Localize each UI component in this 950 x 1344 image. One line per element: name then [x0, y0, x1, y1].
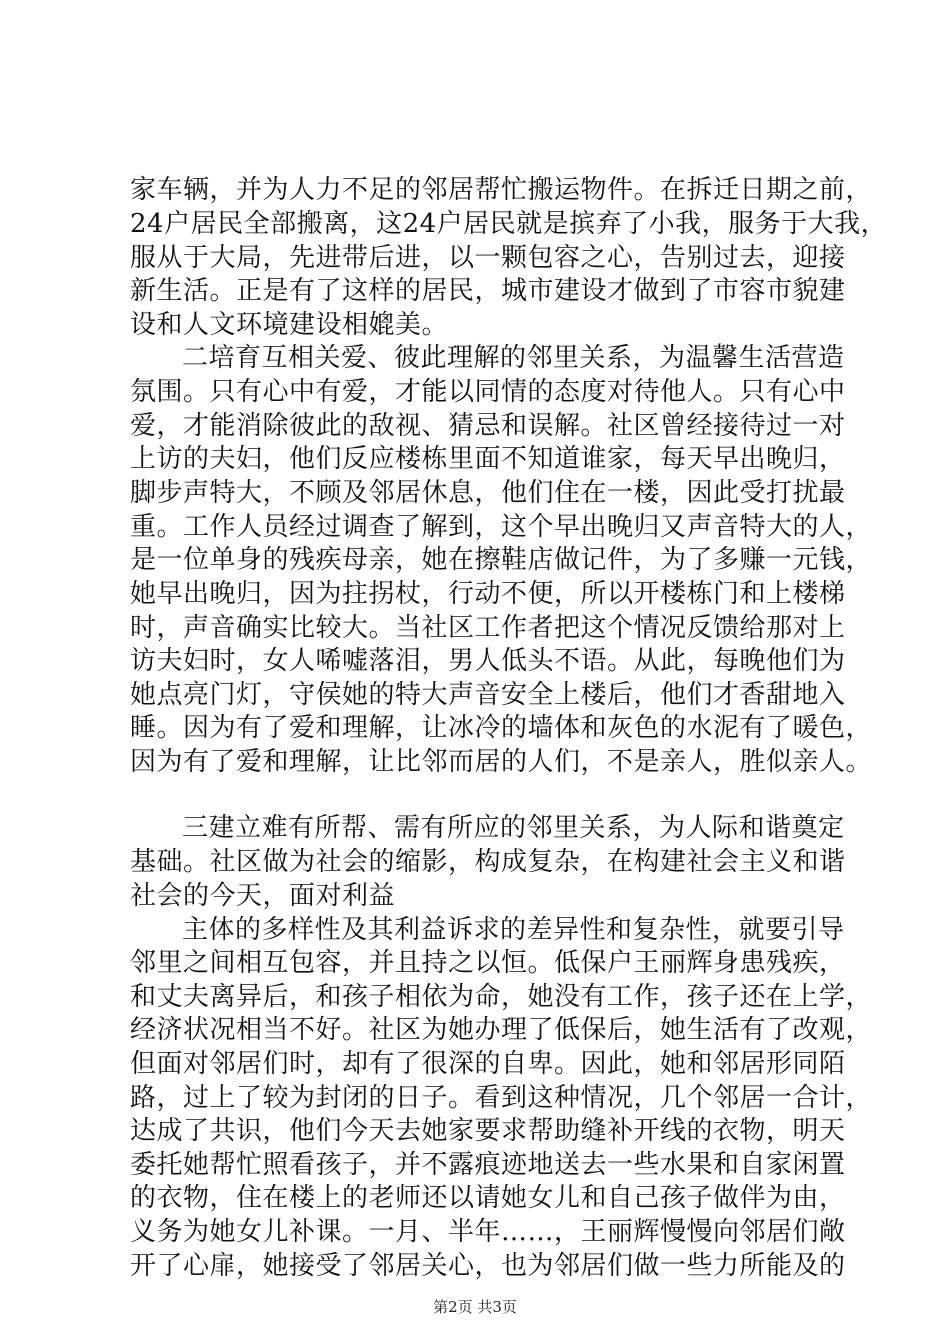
page-footer: 第2页 共3页 — [433, 1298, 517, 1316]
paragraph-1-line-4: 新生活。正是有了这样的居民，城市建设才做到了市容市貌建 — [130, 276, 846, 306]
paragraph-2-line-4: 上访的夫妇，他们反应楼栋里面不知道谁家，每天早出晚归， — [130, 444, 846, 474]
paragraph-4-line-8: 委托她帮忙照看孩子，并不露痕迹地送去一些水果和自家闲置 — [130, 1150, 846, 1180]
paragraph-3-line-1: 三建立难有所帮、需有所应的邻里关系，为人际和谐奠定 — [182, 813, 845, 843]
paragraph-2-line-1: 二培育互相关爱、彼此理解的邻里关系，为温馨生活营造 — [182, 343, 845, 373]
paragraph-2-line-9: 时，声音确实比较大。当社区工作者把这个情况反馈给那对上 — [130, 613, 846, 643]
paragraph-3-line-2: 基础。社区做为社会的缩影，构成复杂，在构建社会主义和谐 — [130, 847, 846, 877]
paragraph-4-line-7: 达成了共识，他们今天去她家要求帮助缝补开线的衣物，明天 — [130, 1116, 846, 1146]
paragraph-2-line-5: 脚步声特大，不顾及邻居休息，他们住在一楼，因此受打扰最 — [130, 478, 846, 508]
paragraph-1-line-1: 家车辆，并为人力不足的邻居帮忙搬运物件。在拆迁日期之前， — [130, 175, 873, 205]
paragraph-2-line-8: 她早出晚归，因为拄拐杖，行动不便，所以开楼栋门和上楼梯 — [130, 579, 846, 609]
paragraph-4-line-2: 邻里之间相互包容，并且持之以恒。低保户王丽辉身患残疾， — [130, 948, 846, 978]
paragraph-3-line-3: 社会的今天，面对利益 — [130, 881, 396, 911]
paragraph-4-line-9: 的衣物，住在楼上的老师还以请她女儿和自己孩子做伴为由， — [130, 1183, 846, 1213]
paragraph-2-line-10: 访夫妇时，女人唏嘘落泪，男人低头不语。从此，每晚他们为 — [130, 646, 846, 676]
paragraph-4-line-11: 开了心扉，她接受了邻居关心，也为邻居们做一些力所能及的 — [130, 1251, 846, 1281]
paragraph-2-line-6: 重。工作人员经过调查了解到，这个早出晚归又声音特大的人， — [130, 512, 873, 542]
paragraph-2-line-12: 睡。因为有了爱和理解，让冰冷的墙体和灰色的水泥有了暖色， — [130, 713, 873, 743]
paragraph-4-line-1: 主体的多样性及其利益诉求的差异性和复杂性，就要引导 — [182, 915, 845, 945]
paragraph-2-line-11: 她点亮门灯，守侯她的特大声音安全上楼后，他们才香甜地入 — [130, 680, 846, 710]
paragraph-4-line-10: 义务为她女儿补课。一月、半年……，王丽辉慢慢向邻居们敞 — [130, 1217, 846, 1247]
paragraph-4-line-4: 经济状况相当不好。社区为她办理了低保后，她生活有了改观， — [130, 1015, 873, 1045]
paragraph-1-line-2: 24户居民全部搬离，这24户居民就是摈弃了小我，服务于大我， — [130, 209, 888, 239]
paragraph-2-line-2: 氛围。只有心中有爱，才能以同情的态度对待他人。只有心中 — [130, 377, 846, 407]
paragraph-1-line-3: 服从于大局，先进带后进，以一颗包容之心，告别过去，迎接 — [130, 243, 846, 273]
paragraph-4-line-5: 但面对邻居们时，却有了很深的自卑。因此，她和邻居形同陌 — [130, 1049, 846, 1079]
paragraph-2-line-3: 爱，才能消除彼此的敌视、猜忌和误解。社区曾经接待过一对 — [130, 411, 846, 441]
paragraph-4-line-6: 路，过上了较为封闭的日子。看到这种情况，几个邻居一合计， — [130, 1083, 873, 1113]
paragraph-1-line-5: 设和人文环境建设相媲美。 — [130, 310, 449, 340]
paragraph-2-line-13: 因为有了爱和理解，让比邻而居的人们，不是亲人，胜似亲人。 — [130, 747, 873, 777]
paragraph-4-line-3: 和丈夫离异后，和孩子相依为命，她没有工作，孩子还在上学， — [130, 982, 873, 1012]
paragraph-2-line-7: 是一位单身的残疾母亲，她在擦鞋店做记件，为了多赚一元钱， — [130, 545, 873, 575]
